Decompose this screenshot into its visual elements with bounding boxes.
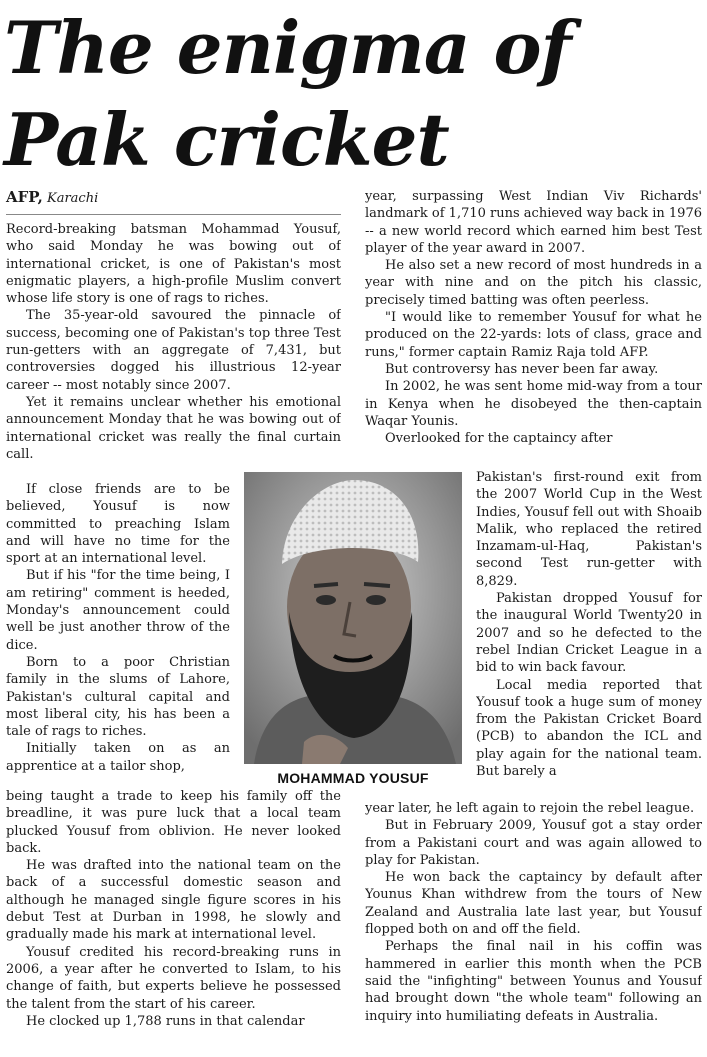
- paragraph: But controversy has never been far away.: [385, 361, 659, 377]
- headline: The enigma of Pak cricket: [4, 5, 571, 182]
- byline-agency: AFP,: [6, 188, 43, 206]
- photo-caption: MOHAMMAD YOUSUF: [277, 770, 429, 786]
- paragraph: The 35-year-old savoured the pinnacle of success, becoming one of Pakistan's top three Test run-getters with an aggregate of 7,431, but controversies dogged his illustrious 12-year career -- most notably since 2007.: [6, 308, 341, 393]
- paragraph: He also set a new record of most hundreds in a year with nine and on the pitch his classic, precisely timed batting was often peerless.: [365, 258, 702, 308]
- paragraph: year later, he left again to rejoin the rebel league.: [365, 801, 695, 816]
- column-1-bottom: [6, 788, 341, 1056]
- paragraph: He clocked up 1,788 runs in that calendar: [26, 1013, 305, 1029]
- paragraph: In 2002, he was sent home mid-way from a tour in Kenya when he disobeyed the then-captain Waqar Younis.: [365, 379, 702, 429]
- byline: [6, 188, 341, 215]
- column-2-bottom: [365, 800, 702, 1056]
- paragraph: Yousuf credited his record-breaking runs in 2006, a year after he converted to Islam, to his change of faith, but experts believe he possessed the talent from the start of his career.: [6, 944, 341, 1012]
- paragraph: Initially taken on as an apprentice at a tailor shop,: [6, 741, 230, 774]
- paragraph: He was drafted into the national team on the back of a successful domestic season and although he managed single figure scores in his debut Test at Durban in 1998, he slowly and gradually made his mark at international level.: [6, 858, 341, 943]
- paragraph: Perhaps the final nail in his coffin was hammered in earlier this month when the PCB said the "infighting" between Younus and Yousuf had brought down "the whole team" following an inquiry into humiliating defeats in Australia.: [365, 939, 702, 1024]
- portrait-illustration: [244, 472, 462, 764]
- column-1-top: [6, 221, 341, 481]
- paragraph: But if his "for the time being, I am retiring" comment is heeded, Monday's announcement could well be just another throw of the dice.: [6, 568, 230, 653]
- paragraph: He won back the captaincy by default after Younus Khan withdrew from the tours of New Zealand and Australia late last year, but Yousuf flopped both on and off the field.: [365, 870, 702, 938]
- paragraph: Local media reported that Yousuf took a huge sum of money from the Pakistan Cricket Board (PCB) to abandon the ICL and play again for the national team. But barely a: [476, 677, 702, 780]
- paragraph: Record-breaking batsman Mohammad Yousuf, who said Monday he was bowing out of international cricket, is one of Pakistan's most enigmatic players, a high-profile Muslim convert whose life story is one of rags to riches.: [6, 222, 341, 307]
- paragraph: But in February 2009, Yousuf got a stay order from a Pakistani court and was again allowed to play for Pakistan.: [365, 818, 702, 868]
- paragraph: Pakistan dropped Yousuf for the inaugural World Twenty20 in 2007 and so he defected to the rebel Indian Cricket League in a bid to win back favour.: [476, 591, 702, 676]
- paragraph: year, surpassing West Indian Viv Richards' landmark of 1,710 runs achieved way back in 1976 -- a new world record which earned him best Test player of the year award in 2007.: [365, 189, 702, 256]
- paragraph: Overlooked for the captaincy after: [385, 431, 613, 447]
- paragraph: Born to a poor Christian family in the slums of Lahore, Pakistan's cultural capital and most liberal city, his has been a tale of rags to riches.: [6, 654, 230, 740]
- paragraph: Yet it remains unclear whether his emotional announcement Monday that he was bowing out of international cricket was really the final curtain call.: [6, 394, 341, 462]
- paragraph: If close friends are to be believed, Yousuf is now committed to preaching Islam and will have no time for the sport at an international level.: [6, 482, 230, 567]
- column-1-wrap: [6, 481, 230, 788]
- paragraph: being taught a trade to keep his family off the breadline, it was pure luck that a local team plucked Yousuf from oblivion. He never looked back.: [6, 789, 341, 856]
- column-2-wrap: [476, 469, 702, 800]
- paragraph: Pakistan's first-round exit from the 2007 World Cup in the West Indies, Yousuf fell out with Shoaib Malik, who replaced the retired Inzamam-ul-Haq, Pakistan's second Test run-getter with 8,829.: [476, 470, 702, 589]
- column-2-top: [365, 188, 702, 469]
- byline-location: Karachi: [47, 191, 99, 206]
- paragraph: "I would like to remember Yousuf for what he produced on the 22-yards: lots of class, grace and runs," former captain Ramiz Raja told AFP.: [365, 310, 702, 360]
- player-photo: [244, 472, 462, 764]
